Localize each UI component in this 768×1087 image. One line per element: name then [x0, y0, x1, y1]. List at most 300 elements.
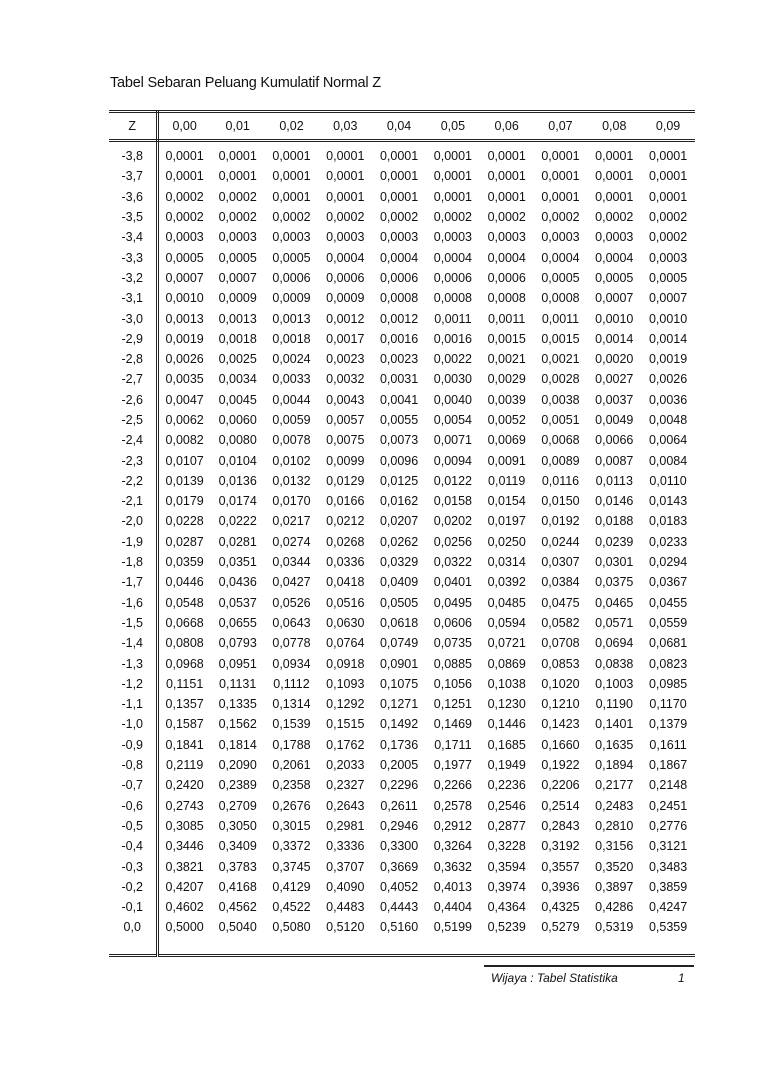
- probability-cell: 0,3372: [272, 839, 311, 854]
- probability-cell: 0,0039: [487, 392, 526, 407]
- probability-cell: 0,0001: [487, 169, 526, 184]
- probability-cell: 0,2148: [648, 778, 688, 793]
- probability-cell: 0,1335: [218, 697, 257, 712]
- probability-cell: 0,0281: [218, 534, 257, 549]
- probability-cell: 0,3015: [272, 818, 311, 833]
- probability-cell: 0,2296: [379, 778, 419, 793]
- probability-cell: 0,0918: [326, 656, 365, 671]
- table-row: [109, 450, 695, 470]
- probability-cell: 0,0059: [272, 413, 311, 427]
- probability-cell: 0,0262: [379, 534, 419, 549]
- probability-cell: 0,2877: [487, 818, 526, 833]
- probability-cell: 0,0001: [379, 189, 419, 204]
- column-header: 0,08: [587, 112, 641, 141]
- probability-cell: 0,3557: [541, 859, 580, 874]
- probability-cell: 0,2266: [433, 778, 472, 793]
- probability-cell: 0,0344: [272, 555, 311, 570]
- probability-cell: 0,0401: [433, 575, 472, 590]
- table-row: [109, 674, 695, 694]
- probability-cell: 0,0087: [595, 453, 634, 468]
- table-row: [109, 613, 695, 633]
- z-value-cell: -2,2: [109, 471, 157, 491]
- probability-cell: 0,3336: [326, 839, 365, 854]
- probability-cell: 0,0080: [218, 433, 257, 448]
- probability-cell: 0,0057: [326, 413, 365, 427]
- probability-cell: 0,0436: [218, 575, 257, 590]
- probability-cell: 0,1131: [219, 676, 257, 691]
- z-value-cell: -1,5: [109, 613, 157, 633]
- column-header: 0,00: [157, 112, 211, 141]
- z-value-cell: -2,8: [109, 349, 157, 369]
- probability-cell: 0,0294: [648, 555, 688, 570]
- probability-cell: 0,2643: [326, 798, 365, 813]
- z-value-cell: 0,0: [109, 917, 157, 937]
- footer-source: Wijaya : Tabel Statistika: [491, 971, 618, 985]
- probability-cell: 0,0007: [595, 291, 634, 306]
- probability-cell: 0,0853: [541, 656, 580, 671]
- z-value-cell: -2,5: [109, 410, 157, 430]
- page-number: 1: [678, 971, 685, 985]
- probability-cell: 0,0027: [595, 372, 634, 387]
- probability-cell: 0,0838: [595, 656, 634, 671]
- probability-cell: 0,0001: [433, 189, 472, 204]
- probability-cell: 0,0044: [272, 392, 311, 407]
- probability-cell: 0,0869: [487, 656, 526, 671]
- column-header: 0,02: [265, 112, 319, 141]
- probability-cell: 0,0102: [272, 453, 311, 468]
- table-row: [109, 897, 695, 917]
- probability-cell: 0,0217: [272, 514, 311, 529]
- probability-cell: 0,0020: [595, 352, 634, 367]
- z-value-cell: -2,9: [109, 329, 157, 349]
- probability-cell: 0,2119: [165, 758, 204, 773]
- probability-cell: 0,0003: [595, 230, 634, 245]
- probability-cell: 0,0002: [379, 210, 419, 225]
- z-value-cell: -1,0: [109, 714, 157, 734]
- probability-cell: 0,1922: [541, 758, 580, 773]
- probability-cell: 0,2676: [272, 798, 311, 813]
- probability-cell: 0,0110: [649, 473, 687, 488]
- probability-cell: 0,0192: [541, 514, 580, 529]
- probability-cell: 0,0073: [379, 433, 419, 448]
- probability-cell: 0,1867: [648, 758, 688, 773]
- probability-cell: 0,3483: [648, 859, 688, 874]
- z-column-header: Z: [109, 112, 157, 141]
- column-header: 0,09: [641, 112, 695, 141]
- z-value-cell: -3,8: [109, 141, 157, 167]
- probability-cell: 0,0001: [541, 149, 580, 164]
- probability-cell: 0,0322: [433, 555, 472, 570]
- probability-cell: 0,2743: [165, 798, 204, 813]
- probability-cell: 0,0001: [326, 189, 365, 204]
- probability-cell: 0,0029: [487, 372, 526, 387]
- probability-cell: 0,0002: [272, 210, 311, 225]
- probability-cell: 0,0037: [595, 392, 634, 407]
- probability-cell: 0,0107: [165, 453, 204, 468]
- probability-cell: 0,0129: [326, 473, 365, 488]
- probability-cell: 0,0630: [326, 615, 365, 630]
- probability-cell: 0,0485: [487, 595, 526, 610]
- probability-cell: 0,1170: [649, 697, 687, 712]
- probability-cell: 0,0055: [379, 413, 419, 427]
- probability-cell: 0,0013: [272, 311, 311, 326]
- probability-cell: 0,0048: [648, 413, 688, 427]
- probability-cell: 0,0418: [326, 575, 365, 590]
- table-row: [109, 207, 695, 227]
- probability-cell: 0,0012: [379, 311, 419, 326]
- probability-cell: 0,0004: [487, 250, 526, 265]
- probability-cell: 0,0003: [379, 230, 419, 245]
- probability-cell: 0,0823: [648, 656, 688, 671]
- probability-cell: 0,0084: [648, 453, 688, 468]
- probability-cell: 0,0001: [648, 169, 688, 184]
- probability-cell: 0,0571: [595, 615, 634, 630]
- z-table-container: [109, 110, 695, 957]
- probability-cell: 0,2177: [595, 778, 634, 793]
- probability-cell: 0,0002: [595, 210, 634, 225]
- probability-cell: 0,4483: [326, 900, 365, 915]
- probability-cell: 0,4602: [165, 900, 204, 915]
- probability-cell: 0,3707: [326, 859, 365, 874]
- probability-cell: 0,1562: [218, 717, 257, 732]
- probability-cell: 0,0179: [165, 494, 204, 509]
- probability-cell: 0,0239: [595, 534, 634, 549]
- probability-cell: 0,0006: [433, 270, 472, 285]
- probability-cell: 0,0250: [487, 534, 526, 549]
- probability-cell: 0,2061: [272, 758, 311, 773]
- probability-cell: 0,0002: [541, 210, 580, 225]
- probability-cell: 0,0017: [326, 331, 365, 346]
- probability-cell: 0,0244: [541, 534, 580, 549]
- probability-cell: 0,3446: [165, 839, 204, 854]
- probability-cell: 0,0643: [272, 615, 311, 630]
- probability-cell: 0,0001: [541, 169, 580, 184]
- z-value-cell: -3,6: [109, 187, 157, 207]
- probability-cell: 0,1762: [326, 737, 365, 752]
- probability-cell: 0,1587: [165, 717, 204, 732]
- z-value-cell: -3,7: [109, 166, 157, 186]
- probability-cell: 0,4404: [433, 900, 472, 915]
- probability-cell: 0,1492: [379, 717, 419, 732]
- probability-cell: 0,0002: [648, 230, 688, 245]
- probability-cell: 0,0007: [165, 270, 204, 285]
- probability-cell: 0,5239: [487, 920, 526, 935]
- probability-cell: 0,1977: [433, 758, 472, 773]
- probability-cell: 0,0094: [433, 453, 472, 468]
- probability-cell: 0,4129: [272, 879, 311, 894]
- probability-cell: 0,3974: [487, 879, 526, 894]
- probability-cell: 0,0099: [326, 453, 365, 468]
- probability-cell: 0,0359: [165, 555, 204, 570]
- probability-cell: 0,3300: [379, 839, 419, 854]
- probability-cell: 0,0014: [648, 331, 688, 346]
- probability-cell: 0,3156: [595, 839, 634, 854]
- z-value-cell: -0,6: [109, 796, 157, 816]
- probability-cell: 0,0002: [218, 210, 257, 225]
- table-row: [109, 187, 695, 207]
- probability-cell: 0,0694: [595, 636, 634, 651]
- probability-cell: 0,0985: [648, 676, 688, 691]
- probability-cell: 0,0526: [272, 595, 311, 610]
- probability-cell: 0,0268: [326, 534, 365, 549]
- probability-cell: 0,0031: [379, 372, 419, 387]
- probability-cell: 0,0721: [487, 636, 526, 651]
- probability-cell: 0,0336: [326, 555, 365, 570]
- probability-cell: 0,5319: [595, 920, 634, 935]
- probability-cell: 0,0005: [648, 270, 688, 285]
- probability-cell: 0,5040: [218, 920, 257, 935]
- z-value-cell: -1,6: [109, 593, 157, 613]
- table-row: [109, 735, 695, 755]
- table-row: [109, 430, 695, 450]
- probability-cell: 0,0006: [326, 270, 365, 285]
- probability-cell: 0,0096: [379, 453, 419, 468]
- probability-cell: 0,0150: [541, 494, 580, 509]
- probability-cell: 0,2389: [218, 778, 257, 793]
- probability-cell: 0,1539: [272, 717, 311, 732]
- table-row: [109, 552, 695, 572]
- probability-cell: 0,2981: [326, 818, 365, 833]
- probability-cell: 0,0012: [326, 311, 365, 326]
- probability-cell: 0,4286: [595, 900, 634, 915]
- probability-cell: 0,2514: [541, 798, 580, 813]
- probability-cell: 0,0003: [272, 230, 311, 245]
- probability-cell: 0,1003: [595, 676, 634, 691]
- probability-cell: 0,0446: [165, 575, 204, 590]
- probability-cell: 0,0001: [218, 169, 257, 184]
- probability-cell: 0,0301: [595, 555, 634, 570]
- probability-cell: 0,0043: [326, 392, 365, 407]
- probability-cell: 0,0116: [541, 473, 580, 488]
- probability-cell: 0,0016: [433, 331, 472, 346]
- probability-cell: 0,3050: [218, 818, 257, 833]
- probability-cell: 0,3264: [433, 839, 472, 854]
- probability-cell: 0,0197: [487, 514, 526, 529]
- probability-cell: 0,0001: [272, 169, 311, 184]
- probability-cell: 0,0002: [648, 210, 688, 225]
- probability-cell: 0,3192: [541, 839, 580, 854]
- probability-cell: 0,3409: [218, 839, 257, 854]
- probability-cell: 0,0001: [595, 169, 634, 184]
- probability-cell: 0,0188: [595, 514, 634, 529]
- probability-cell: 0,0071: [433, 433, 472, 448]
- probability-cell: 0,0001: [218, 149, 257, 164]
- probability-cell: 0,0307: [541, 555, 580, 570]
- probability-cell: 0,0062: [165, 413, 204, 427]
- table-row: [109, 329, 695, 349]
- probability-cell: 0,0001: [541, 189, 580, 204]
- probability-cell: 0,0052: [487, 413, 526, 427]
- probability-cell: 0,0011: [488, 311, 526, 326]
- z-value-cell: -0,8: [109, 755, 157, 775]
- probability-cell: 0,0005: [165, 250, 204, 265]
- probability-cell: 0,0019: [648, 352, 688, 367]
- probability-cell: 0,0002: [326, 210, 365, 225]
- probability-cell: 0,0001: [272, 189, 311, 204]
- probability-cell: 0,0013: [218, 311, 257, 326]
- probability-cell: 0,2090: [218, 758, 257, 773]
- probability-cell: 0,2912: [433, 818, 472, 833]
- probability-cell: 0,0001: [595, 149, 634, 164]
- table-row: [109, 755, 695, 775]
- probability-cell: 0,0006: [487, 270, 526, 285]
- table-row: [109, 633, 695, 653]
- table-row: [109, 369, 695, 389]
- probability-cell: 0,0010: [165, 291, 204, 306]
- probability-cell: 0,0009: [272, 291, 311, 306]
- probability-cell: 0,0007: [648, 291, 688, 306]
- table-row: [109, 714, 695, 734]
- probability-cell: 0,2546: [487, 798, 526, 813]
- probability-cell: 0,2843: [541, 818, 580, 833]
- z-value-cell: -0,1: [109, 897, 157, 917]
- probability-cell: 0,0968: [165, 656, 204, 671]
- probability-cell: 0,2420: [165, 778, 204, 793]
- probability-cell: 0,0030: [433, 372, 472, 387]
- probability-cell: 0,5000: [165, 920, 204, 935]
- probability-cell: 0,0001: [595, 189, 634, 204]
- table-row: [109, 511, 695, 531]
- probability-cell: 0,0951: [218, 656, 257, 671]
- probability-cell: 0,0001: [326, 149, 365, 164]
- probability-cell: 0,2005: [379, 758, 419, 773]
- probability-cell: 0,3936: [541, 879, 580, 894]
- z-value-cell: -1,8: [109, 552, 157, 572]
- probability-cell: 0,5279: [541, 920, 580, 935]
- probability-cell: 0,0505: [379, 595, 419, 610]
- probability-cell: 0,0465: [595, 595, 634, 610]
- probability-cell: 0,0021: [541, 352, 580, 367]
- probability-cell: 0,0793: [218, 636, 257, 651]
- probability-cell: 0,5359: [648, 920, 688, 935]
- probability-cell: 0,0001: [487, 189, 526, 204]
- probability-cell: 0,0005: [218, 250, 257, 265]
- probability-cell: 0,0064: [648, 433, 688, 448]
- normal-z-table: [109, 110, 695, 957]
- probability-cell: 0,0749: [379, 636, 419, 651]
- probability-cell: 0,0034: [218, 372, 257, 387]
- probability-cell: 0,0004: [433, 250, 472, 265]
- probability-cell: 0,0035: [165, 372, 204, 387]
- z-value-cell: -1,4: [109, 633, 157, 653]
- z-value-cell: -1,2: [109, 674, 157, 694]
- probability-cell: 0,0409: [379, 575, 419, 590]
- probability-cell: 0,0207: [379, 514, 419, 529]
- probability-cell: 0,0032: [326, 372, 365, 387]
- probability-cell: 0,0594: [487, 615, 526, 630]
- probability-cell: 0,0113: [595, 473, 633, 488]
- probability-cell: 0,4207: [165, 879, 204, 894]
- probability-cell: 0,0475: [541, 595, 580, 610]
- probability-cell: 0,1314: [272, 697, 311, 712]
- probability-cell: 0,0212: [326, 514, 365, 529]
- probability-cell: 0,1685: [487, 737, 526, 752]
- table-row: [109, 836, 695, 856]
- probability-cell: 0,2611: [380, 798, 418, 813]
- probability-cell: 0,2327: [326, 778, 365, 793]
- z-value-cell: -0,9: [109, 735, 157, 755]
- probability-cell: 0,0007: [218, 270, 257, 285]
- probability-cell: 0,5080: [272, 920, 311, 935]
- probability-cell: 0,0384: [541, 575, 580, 590]
- probability-cell: 0,0010: [648, 311, 688, 326]
- probability-cell: 0,1894: [595, 758, 634, 773]
- probability-cell: 0,0004: [379, 250, 419, 265]
- probability-cell: 0,0026: [165, 352, 204, 367]
- probability-cell: 0,0018: [272, 331, 311, 346]
- probability-cell: 0,0125: [379, 473, 419, 488]
- probability-cell: 0,1949: [487, 758, 526, 773]
- z-value-cell: -1,7: [109, 572, 157, 592]
- probability-cell: 0,2358: [272, 778, 311, 793]
- probability-cell: 0,0006: [379, 270, 419, 285]
- probability-cell: 0,1056: [433, 676, 472, 691]
- probability-cell: 0,0001: [326, 169, 365, 184]
- probability-cell: 0,0040: [433, 392, 472, 407]
- probability-cell: 0,0003: [487, 230, 526, 245]
- probability-cell: 0,0001: [165, 169, 204, 184]
- probability-cell: 0,0022: [433, 352, 472, 367]
- probability-cell: 0,0329: [379, 555, 419, 570]
- probability-cell: 0,0024: [272, 352, 311, 367]
- probability-cell: 0,0367: [648, 575, 688, 590]
- probability-cell: 0,1736: [379, 737, 419, 752]
- probability-cell: 0,3632: [433, 859, 472, 874]
- table-row: [109, 572, 695, 592]
- z-value-cell: -2,0: [109, 511, 157, 531]
- probability-cell: 0,0003: [218, 230, 257, 245]
- probability-cell: 0,0001: [487, 149, 526, 164]
- probability-cell: 0,0004: [541, 250, 580, 265]
- probability-cell: 0,0019: [165, 331, 204, 346]
- probability-cell: 0,1446: [487, 717, 526, 732]
- probability-cell: 0,3228: [487, 839, 526, 854]
- probability-cell: 0,1020: [541, 676, 580, 691]
- probability-cell: 0,1469: [433, 717, 472, 732]
- probability-cell: 0,0708: [541, 636, 580, 651]
- probability-cell: 0,0023: [326, 352, 365, 367]
- probability-cell: 0,0023: [379, 352, 419, 367]
- probability-cell: 0,0455: [648, 595, 688, 610]
- probability-cell: 0,0005: [541, 270, 580, 285]
- probability-cell: 0,0006: [272, 270, 311, 285]
- z-value-cell: -1,9: [109, 532, 157, 552]
- probability-cell: 0,0885: [433, 656, 472, 671]
- probability-cell: 0,0014: [595, 331, 634, 346]
- probability-cell: 0,0158: [433, 494, 472, 509]
- probability-cell: 0,4325: [541, 900, 580, 915]
- probability-cell: 0,0222: [218, 514, 257, 529]
- probability-cell: 0,3121: [648, 839, 688, 854]
- probability-cell: 0,0068: [541, 433, 580, 448]
- probability-cell: 0,0011: [434, 311, 472, 326]
- probability-cell: 0,0041: [379, 392, 419, 407]
- probability-cell: 0,0495: [433, 595, 472, 610]
- page-title: Tabel Sebaran Peluang Kumulatif Normal Z: [110, 75, 381, 91]
- probability-cell: 0,4522: [272, 900, 311, 915]
- z-value-cell: -1,1: [109, 694, 157, 714]
- z-value-cell: -0,7: [109, 775, 157, 795]
- probability-cell: 0,0735: [433, 636, 472, 651]
- probability-cell: 0,0047: [165, 392, 204, 407]
- probability-cell: 0,0559: [648, 615, 688, 630]
- probability-cell: 0,0060: [218, 413, 257, 427]
- probability-cell: 0,0228: [165, 514, 204, 529]
- table-row: [109, 227, 695, 247]
- probability-cell: 0,0314: [487, 555, 526, 570]
- probability-cell: 0,0004: [326, 250, 365, 265]
- probability-cell: 0,0681: [648, 636, 688, 651]
